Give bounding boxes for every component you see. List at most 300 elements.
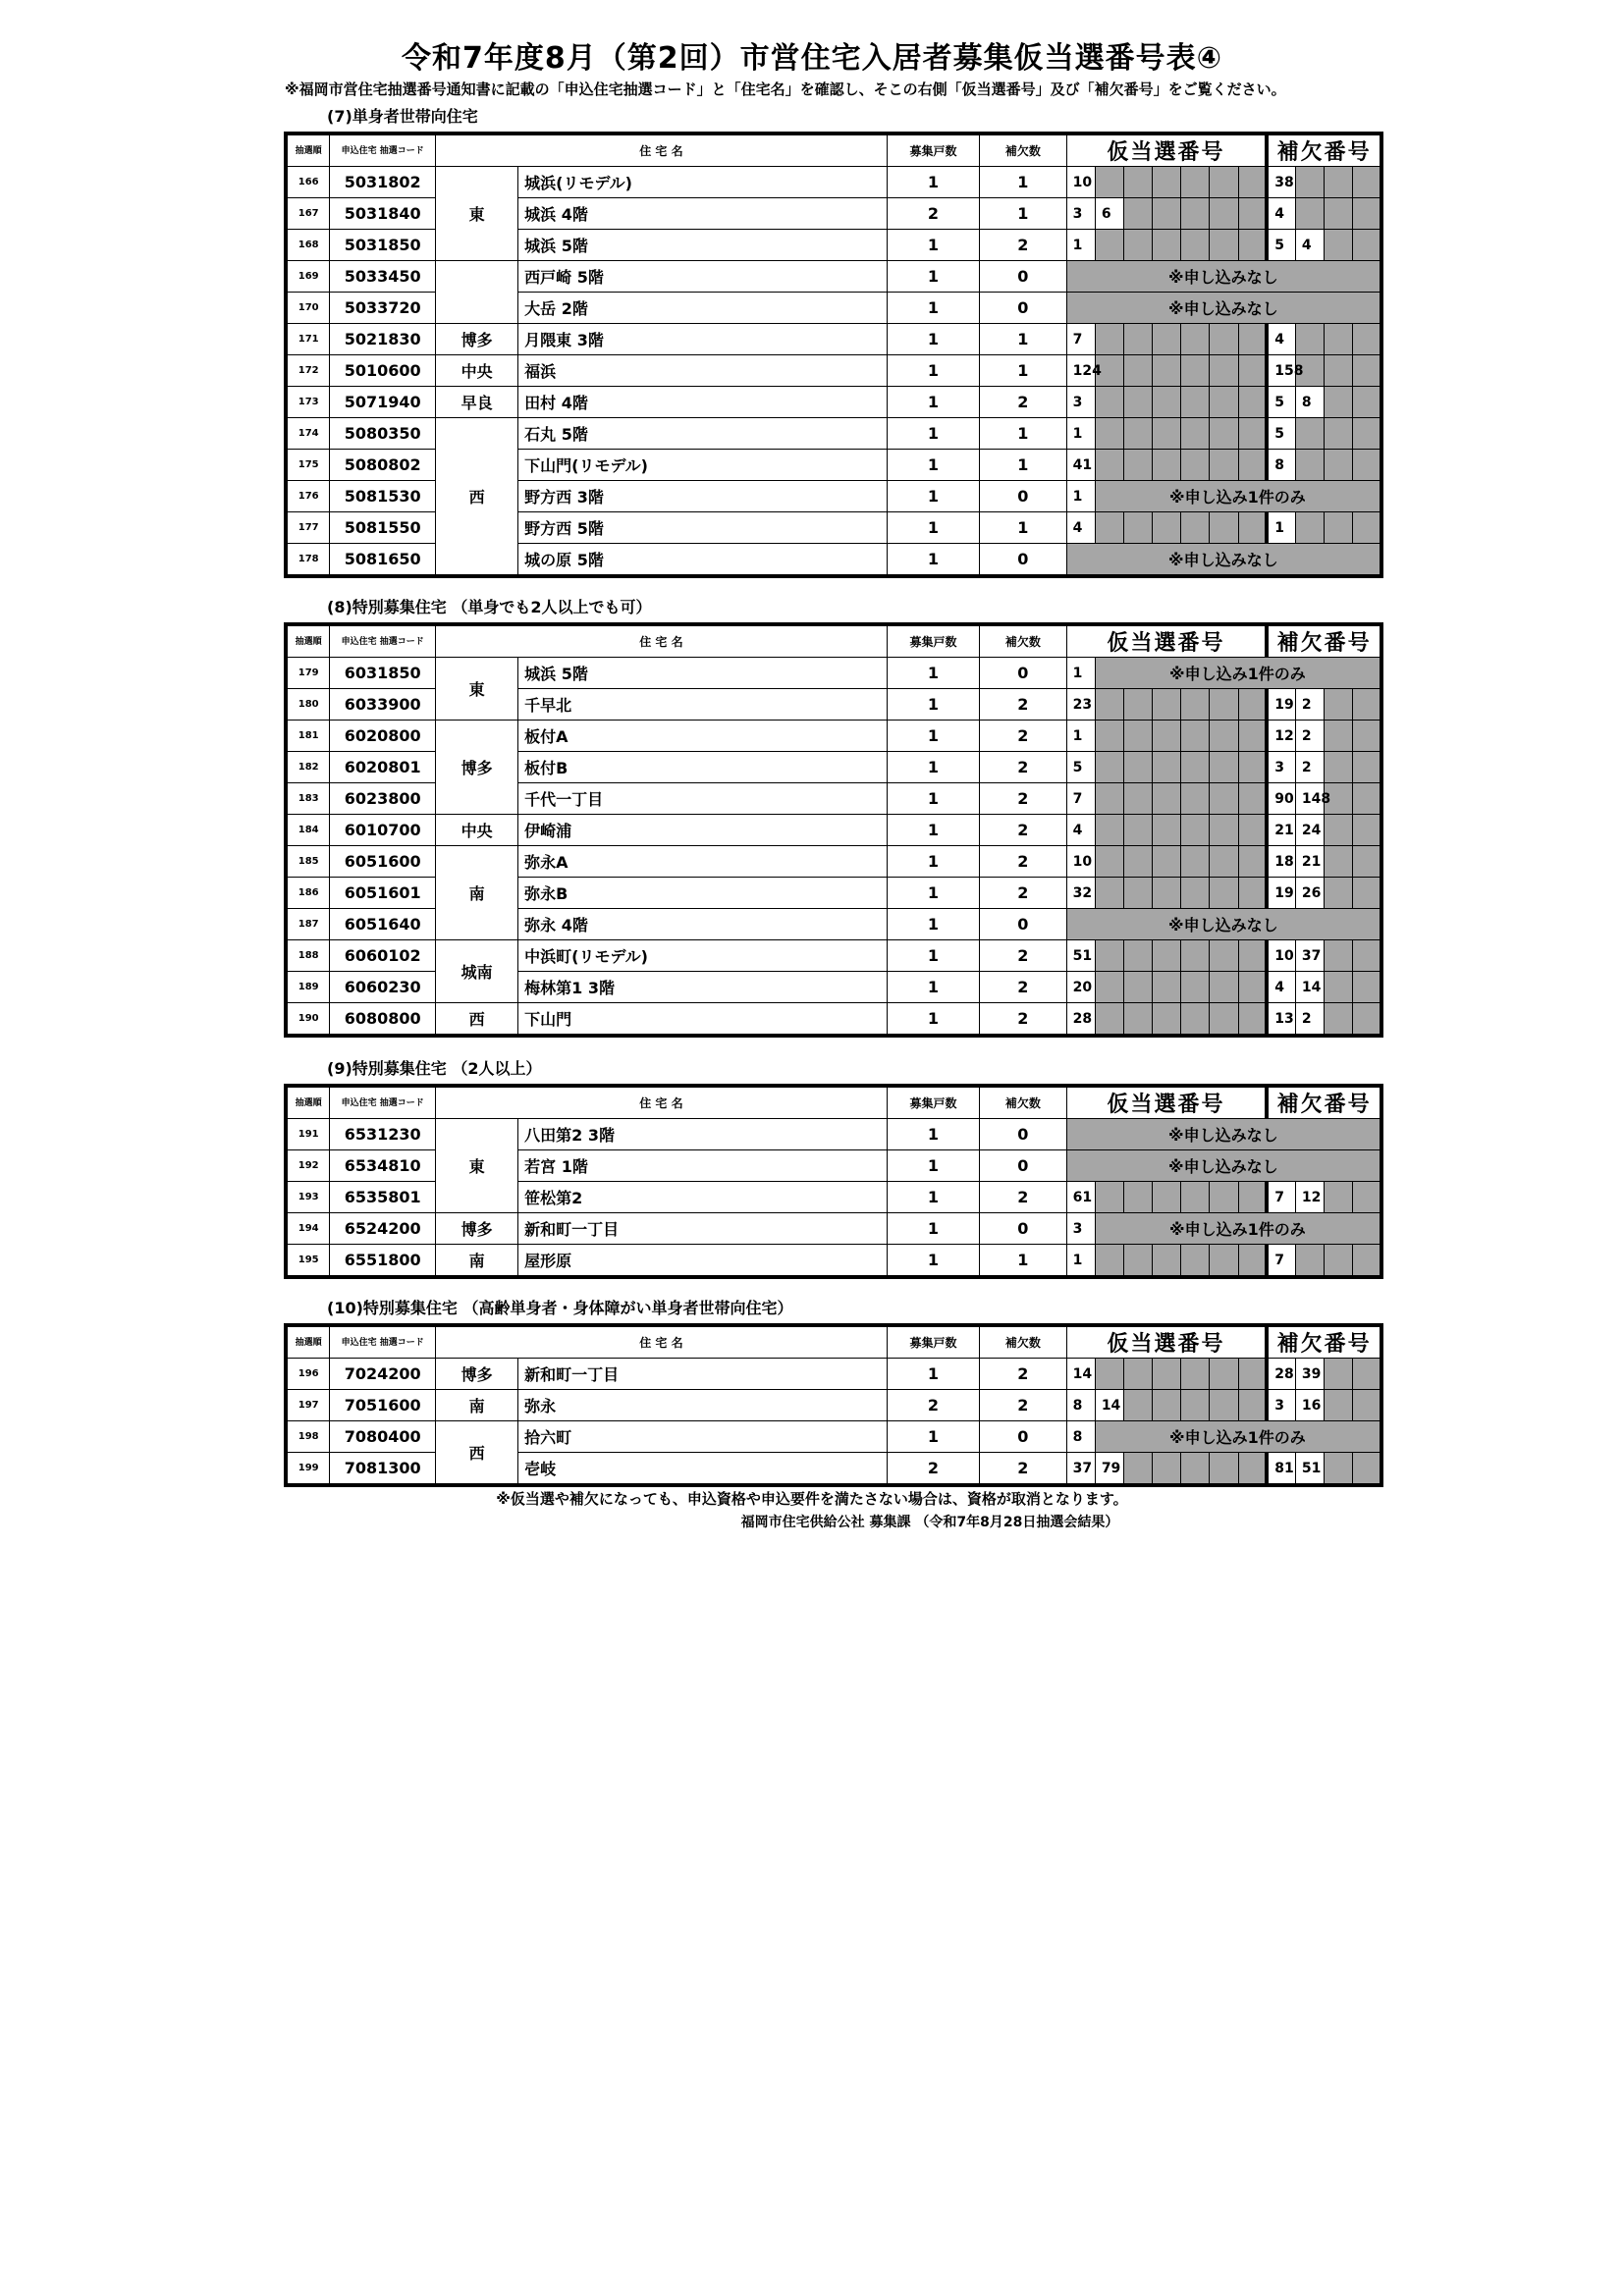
reserve-count: 0 <box>980 1119 1067 1150</box>
empty-cell <box>1238 167 1267 198</box>
reserve-count: 1 <box>980 167 1067 198</box>
empty-cell <box>1153 387 1181 418</box>
ward: 南 <box>436 846 518 940</box>
reserve-number: 18 <box>1267 846 1295 878</box>
recruit-units: 1 <box>887 1150 979 1182</box>
empty-cell <box>1238 230 1267 261</box>
reserve-number: 16 <box>1295 1390 1324 1421</box>
empty-cell <box>1181 752 1210 783</box>
reserve-number: 158 <box>1267 355 1295 387</box>
header-units: 募集戸数 <box>887 1325 979 1359</box>
table-row <box>286 1421 1381 1453</box>
empty-cell <box>1153 972 1181 1003</box>
empty-cell <box>1325 878 1353 909</box>
empty-cell <box>1153 815 1181 846</box>
winner-number: 5 <box>1066 752 1095 783</box>
recruit-units: 1 <box>887 658 979 689</box>
empty-cell <box>1210 783 1238 815</box>
empty-cell <box>1153 783 1181 815</box>
empty-cell <box>1181 721 1210 752</box>
lottery-code: 6020800 <box>330 721 436 752</box>
reserve-number: 2 <box>1295 1003 1324 1037</box>
lottery-code: 5033450 <box>330 261 436 293</box>
housing-name: 弥永 <box>518 1390 888 1421</box>
table-row <box>286 940 1381 972</box>
draw-order: 175 <box>286 450 330 481</box>
table-row <box>286 1213 1381 1245</box>
reserve-count: 0 <box>980 544 1067 577</box>
reserve-count: 0 <box>980 658 1067 689</box>
reserve-count: 2 <box>980 1182 1067 1213</box>
draw-order: 185 <box>286 846 330 878</box>
recruit-units: 1 <box>887 783 979 815</box>
ward: 博多 <box>436 721 518 815</box>
empty-cell <box>1325 940 1353 972</box>
empty-cell <box>1238 324 1267 355</box>
housing-name: 若宮 1階 <box>518 1150 888 1182</box>
header-reserve-count: 補欠数 <box>980 1325 1067 1359</box>
winner-number: 1 <box>1066 230 1095 261</box>
empty-cell <box>1325 324 1353 355</box>
empty-cell <box>1095 721 1123 752</box>
empty-cell <box>1123 1182 1152 1213</box>
empty-cell <box>1181 783 1210 815</box>
empty-cell <box>1181 1453 1210 1486</box>
empty-cell <box>1181 355 1210 387</box>
empty-cell <box>1353 815 1381 846</box>
lottery-code: 7080400 <box>330 1421 436 1453</box>
reserve-count: 0 <box>980 909 1067 940</box>
empty-cell <box>1123 355 1152 387</box>
reserve-count: 1 <box>980 355 1067 387</box>
empty-cell <box>1210 752 1238 783</box>
housing-name: 福浜 <box>518 355 888 387</box>
lottery-table <box>284 132 1383 578</box>
lottery-code: 5081530 <box>330 481 436 512</box>
draw-order: 180 <box>286 689 330 721</box>
recruit-units: 1 <box>887 1421 979 1453</box>
housing-name: 板付B <box>518 752 888 783</box>
header-winners: 仮当選番号 <box>1066 1086 1267 1119</box>
recruit-units: 1 <box>887 689 979 721</box>
empty-cell <box>1153 1245 1181 1278</box>
recruit-units: 1 <box>887 940 979 972</box>
draw-order: 168 <box>286 230 330 261</box>
empty-cell <box>1181 418 1210 450</box>
empty-cell <box>1095 450 1123 481</box>
empty-cell <box>1210 1453 1238 1486</box>
table-row <box>286 167 1381 198</box>
draw-order: 179 <box>286 658 330 689</box>
recruit-units: 1 <box>887 450 979 481</box>
table-row <box>286 261 1381 293</box>
reserve-count: 0 <box>980 1213 1067 1245</box>
recruit-units: 1 <box>887 752 979 783</box>
empty-cell <box>1353 846 1381 878</box>
empty-cell <box>1238 1245 1267 1278</box>
header-name: 住 宅 名 <box>436 624 888 658</box>
empty-cell <box>1353 1359 1381 1390</box>
winner-number: 8 <box>1066 1421 1095 1453</box>
reserve-number: 8 <box>1267 450 1295 481</box>
reserve-number: 12 <box>1267 721 1295 752</box>
draw-order: 190 <box>286 1003 330 1037</box>
empty-cell <box>1181 972 1210 1003</box>
winner-number: 10 <box>1066 846 1095 878</box>
table-row <box>286 815 1381 846</box>
draw-order: 167 <box>286 198 330 230</box>
empty-cell <box>1123 721 1152 752</box>
status-message: ※申し込みなし <box>1066 1119 1381 1150</box>
reserve-number: 4 <box>1295 230 1324 261</box>
ward: 博多 <box>436 1359 518 1390</box>
recruit-units: 1 <box>887 544 979 577</box>
draw-order: 171 <box>286 324 330 355</box>
empty-cell <box>1181 1245 1210 1278</box>
reserve-number: 4 <box>1267 198 1295 230</box>
winner-number: 79 <box>1095 1453 1123 1486</box>
empty-cell <box>1153 355 1181 387</box>
empty-cell <box>1353 1453 1381 1486</box>
empty-cell <box>1153 167 1181 198</box>
status-message: ※申し込み1件のみ <box>1095 1421 1381 1453</box>
header-row <box>286 624 1381 658</box>
draw-order: 181 <box>286 721 330 752</box>
empty-cell <box>1153 324 1181 355</box>
reserve-number: 51 <box>1295 1453 1324 1486</box>
ward: 博多 <box>436 324 518 355</box>
draw-order: 196 <box>286 1359 330 1390</box>
header-units: 募集戸数 <box>887 133 979 167</box>
lottery-code: 5081550 <box>330 512 436 544</box>
empty-cell <box>1095 418 1123 450</box>
lottery-code: 5021830 <box>330 324 436 355</box>
header-winners: 仮当選番号 <box>1066 133 1267 167</box>
table-row <box>286 721 1381 752</box>
reserve-number: 4 <box>1267 324 1295 355</box>
draw-order: 191 <box>286 1119 330 1150</box>
table-row <box>286 1003 1381 1037</box>
reserve-number: 12 <box>1295 1182 1324 1213</box>
empty-cell <box>1325 1182 1353 1213</box>
empty-cell <box>1325 1003 1353 1037</box>
lottery-code: 6551800 <box>330 1245 436 1278</box>
empty-cell <box>1181 387 1210 418</box>
winner-number: 4 <box>1066 512 1095 544</box>
lottery-code: 6535801 <box>330 1182 436 1213</box>
draw-order: 182 <box>286 752 330 783</box>
reserve-count: 2 <box>980 783 1067 815</box>
empty-cell <box>1238 689 1267 721</box>
lottery-code: 5071940 <box>330 387 436 418</box>
empty-cell <box>1123 689 1152 721</box>
draw-order: 169 <box>286 261 330 293</box>
table-row <box>286 387 1381 418</box>
table-row <box>286 418 1381 450</box>
empty-cell <box>1210 230 1238 261</box>
recruit-units: 1 <box>887 972 979 1003</box>
winner-number: 61 <box>1066 1182 1095 1213</box>
table-row <box>286 324 1381 355</box>
reserve-number: 14 <box>1295 972 1324 1003</box>
empty-cell <box>1210 721 1238 752</box>
housing-name: 田村 4階 <box>518 387 888 418</box>
winner-number: 20 <box>1066 972 1095 1003</box>
ward: 南 <box>436 1390 518 1421</box>
empty-cell <box>1325 1245 1353 1278</box>
header-row <box>286 133 1381 167</box>
table-row <box>286 658 1381 689</box>
table-row <box>286 355 1381 387</box>
empty-cell <box>1153 230 1181 261</box>
reserve-number: 13 <box>1267 1003 1295 1037</box>
empty-cell <box>1095 846 1123 878</box>
empty-cell <box>1238 512 1267 544</box>
empty-cell <box>1095 387 1123 418</box>
winner-number: 1 <box>1066 721 1095 752</box>
winner-number: 37 <box>1066 1453 1095 1486</box>
table-row <box>286 1245 1381 1278</box>
status-message: ※申し込みなし <box>1066 261 1381 293</box>
winner-number: 124 <box>1066 355 1095 387</box>
empty-cell <box>1181 324 1210 355</box>
winner-number: 23 <box>1066 689 1095 721</box>
ward: 南 <box>436 1245 518 1278</box>
empty-cell <box>1095 689 1123 721</box>
reserve-count: 0 <box>980 1421 1067 1453</box>
empty-cell <box>1123 1359 1152 1390</box>
header-no: 抽選順 <box>286 1325 330 1359</box>
lottery-code: 6060102 <box>330 940 436 972</box>
ward <box>436 261 518 324</box>
empty-cell <box>1325 846 1353 878</box>
empty-cell <box>1210 1245 1238 1278</box>
status-message: ※申し込み1件のみ <box>1095 658 1381 689</box>
housing-name: 伊崎浦 <box>518 815 888 846</box>
draw-order: 184 <box>286 815 330 846</box>
housing-name: 弥永A <box>518 846 888 878</box>
recruit-units: 1 <box>887 481 979 512</box>
recruit-units: 1 <box>887 1213 979 1245</box>
empty-cell <box>1181 878 1210 909</box>
draw-order: 178 <box>286 544 330 577</box>
reserve-number: 21 <box>1267 815 1295 846</box>
empty-cell <box>1325 1359 1353 1390</box>
ward: 西 <box>436 418 518 577</box>
recruit-units: 1 <box>887 1119 979 1150</box>
reserve-number: 3 <box>1267 1390 1295 1421</box>
lottery-code: 5031840 <box>330 198 436 230</box>
empty-cell <box>1353 230 1381 261</box>
lottery-code: 5031802 <box>330 167 436 198</box>
header-winners: 仮当選番号 <box>1066 624 1267 658</box>
reserve-number: 5 <box>1267 387 1295 418</box>
empty-cell <box>1181 512 1210 544</box>
lottery-code: 5031850 <box>330 230 436 261</box>
empty-cell <box>1153 450 1181 481</box>
housing-name: 梅林第1 3階 <box>518 972 888 1003</box>
reserve-number: 4 <box>1267 972 1295 1003</box>
recruit-units: 1 <box>887 815 979 846</box>
empty-cell <box>1095 972 1123 1003</box>
empty-cell <box>1181 1003 1210 1037</box>
empty-cell <box>1238 846 1267 878</box>
winner-number: 28 <box>1066 1003 1095 1037</box>
empty-cell <box>1325 387 1353 418</box>
reserve-count: 2 <box>980 1359 1067 1390</box>
recruit-units: 1 <box>887 324 979 355</box>
empty-cell <box>1325 689 1353 721</box>
winner-number: 1 <box>1066 418 1095 450</box>
footer-note: ※仮当選や補欠になっても、申込資格や申込要件を満たさない場合は、資格が取消となります。 <box>496 1490 1128 1508</box>
lottery-code: 7024200 <box>330 1359 436 1390</box>
empty-cell <box>1181 198 1210 230</box>
reserve-count: 2 <box>980 752 1067 783</box>
table-row <box>286 1119 1381 1150</box>
ward: 中央 <box>436 815 518 846</box>
header-reserves: 補欠番号 <box>1267 133 1381 167</box>
reserve-number: 2 <box>1295 721 1324 752</box>
section-title-7: (7)単身者世帯向住宅 <box>327 107 478 126</box>
empty-cell <box>1353 1245 1381 1278</box>
empty-cell <box>1181 846 1210 878</box>
draw-order: 186 <box>286 878 330 909</box>
table-section-7 <box>284 132 1383 578</box>
empty-cell <box>1325 1453 1353 1486</box>
reserve-number: 26 <box>1295 878 1324 909</box>
header-code: 申込住宅 抽選コード <box>330 133 436 167</box>
empty-cell <box>1123 418 1152 450</box>
empty-cell <box>1353 512 1381 544</box>
empty-cell <box>1123 972 1152 1003</box>
table-row <box>286 1359 1381 1390</box>
ward: 早良 <box>436 387 518 418</box>
empty-cell <box>1153 721 1181 752</box>
section-title-8: (8)特別募集住宅 （単身でも2人以上でも可） <box>327 598 652 616</box>
empty-cell <box>1095 512 1123 544</box>
table-section-10 <box>284 1323 1383 1487</box>
empty-cell <box>1325 450 1353 481</box>
reserve-count: 1 <box>980 1245 1067 1278</box>
reserve-count: 2 <box>980 815 1067 846</box>
empty-cell <box>1295 450 1324 481</box>
empty-cell <box>1325 418 1353 450</box>
empty-cell <box>1353 1182 1381 1213</box>
empty-cell <box>1095 783 1123 815</box>
empty-cell <box>1238 1003 1267 1037</box>
lottery-code: 6051640 <box>330 909 436 940</box>
lottery-code: 5010600 <box>330 355 436 387</box>
recruit-units: 2 <box>887 1453 979 1486</box>
lottery-table <box>284 1323 1383 1487</box>
empty-cell <box>1353 783 1381 815</box>
header-name: 住 宅 名 <box>436 133 888 167</box>
empty-cell <box>1238 940 1267 972</box>
empty-cell <box>1095 878 1123 909</box>
reserve-number: 7 <box>1267 1182 1295 1213</box>
header-name: 住 宅 名 <box>436 1086 888 1119</box>
empty-cell <box>1325 752 1353 783</box>
lottery-code: 6531230 <box>330 1119 436 1150</box>
lottery-code: 6020801 <box>330 752 436 783</box>
empty-cell <box>1095 815 1123 846</box>
header-code: 申込住宅 抽選コード <box>330 624 436 658</box>
empty-cell <box>1238 450 1267 481</box>
reserve-number: 5 <box>1267 418 1295 450</box>
draw-order: 177 <box>286 512 330 544</box>
recruit-units: 1 <box>887 1182 979 1213</box>
reserve-count: 2 <box>980 387 1067 418</box>
empty-cell <box>1238 1182 1267 1213</box>
housing-name: 弥永 4階 <box>518 909 888 940</box>
recruit-units: 1 <box>887 512 979 544</box>
recruit-units: 1 <box>887 261 979 293</box>
empty-cell <box>1295 167 1324 198</box>
reserve-number: 5 <box>1267 230 1295 261</box>
housing-name: 中浜町(リモデル) <box>518 940 888 972</box>
reserve-count: 2 <box>980 1390 1067 1421</box>
housing-name: 下山門(リモデル) <box>518 450 888 481</box>
reserve-count: 2 <box>980 689 1067 721</box>
empty-cell <box>1181 815 1210 846</box>
ward: 博多 <box>436 1213 518 1245</box>
table-section-8 <box>284 622 1383 1038</box>
header-units: 募集戸数 <box>887 624 979 658</box>
empty-cell <box>1123 324 1152 355</box>
draw-order: 183 <box>286 783 330 815</box>
lottery-code: 7081300 <box>330 1453 436 1486</box>
empty-cell <box>1325 1390 1353 1421</box>
lottery-code: 7051600 <box>330 1390 436 1421</box>
winner-number: 3 <box>1066 387 1095 418</box>
table-row <box>286 846 1381 878</box>
recruit-units: 1 <box>887 418 979 450</box>
table-row <box>286 1390 1381 1421</box>
winner-number: 7 <box>1066 324 1095 355</box>
empty-cell <box>1325 512 1353 544</box>
draw-order: 194 <box>286 1213 330 1245</box>
empty-cell <box>1325 167 1353 198</box>
empty-cell <box>1353 198 1381 230</box>
empty-cell <box>1181 689 1210 721</box>
housing-name: 笹松第2 <box>518 1182 888 1213</box>
recruit-units: 1 <box>887 1359 979 1390</box>
reserve-number: 90 <box>1267 783 1295 815</box>
housing-name: 新和町一丁目 <box>518 1213 888 1245</box>
empty-cell <box>1210 324 1238 355</box>
empty-cell <box>1181 450 1210 481</box>
housing-name: 新和町一丁目 <box>518 1359 888 1390</box>
ward: 西 <box>436 1421 518 1486</box>
empty-cell <box>1181 1390 1210 1421</box>
empty-cell <box>1153 878 1181 909</box>
empty-cell <box>1238 815 1267 846</box>
header-reserve-count: 補欠数 <box>980 133 1067 167</box>
recruit-units: 1 <box>887 355 979 387</box>
header-reserves: 補欠番号 <box>1267 1086 1381 1119</box>
empty-cell <box>1353 450 1381 481</box>
draw-order: 173 <box>286 387 330 418</box>
header-name: 住 宅 名 <box>436 1325 888 1359</box>
empty-cell <box>1210 198 1238 230</box>
empty-cell <box>1123 450 1152 481</box>
recruit-units: 1 <box>887 293 979 324</box>
empty-cell <box>1095 1359 1123 1390</box>
empty-cell <box>1210 815 1238 846</box>
draw-order: 192 <box>286 1150 330 1182</box>
housing-name: 千早北 <box>518 689 888 721</box>
winner-number: 14 <box>1066 1359 1095 1390</box>
